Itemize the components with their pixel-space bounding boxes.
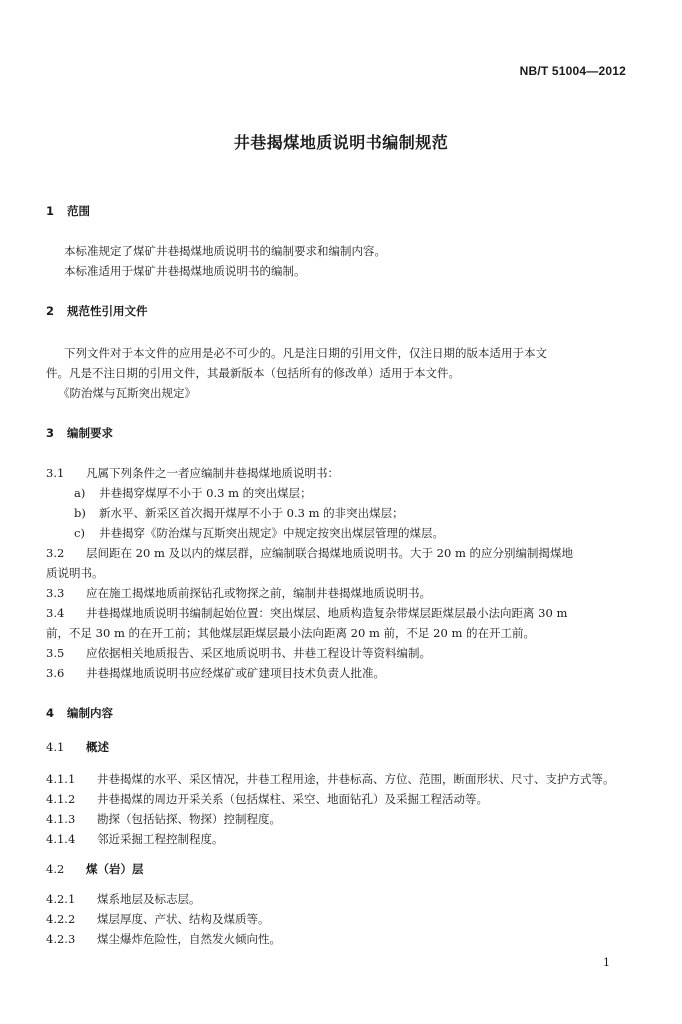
section-4-heading: [46, 706, 113, 721]
clause-number: 4.2.1: [46, 892, 76, 906]
clause-3-3: [46, 586, 431, 601]
clause-text: 勘探（包括钻探、物探）控制程度。: [97, 812, 281, 826]
clause-number: 4.1.4: [46, 832, 76, 846]
clause-4-1-1: [46, 772, 615, 787]
clause-3-6: [46, 666, 385, 681]
list-item-text: 井巷揭穿煤厚不小于 0.3 m 的突出煤层；: [99, 486, 312, 500]
clause-text: 邻近采掘工程控制程度。: [97, 832, 224, 846]
section-number: 3: [46, 426, 55, 440]
page-number: 1: [603, 956, 610, 969]
paragraph-line: 下列文件对于本文件的应用是必不可少的。凡是注日期的引用文件，仅注日期的版本适用于本文: [64, 346, 547, 360]
clause-number: 4.1.1: [46, 772, 76, 786]
section-title: 编制内容: [67, 706, 113, 720]
clause-number: 4.2.3: [46, 932, 76, 946]
paragraph: 本标准适用于煤矿井巷揭煤地质说明书的编制。: [64, 264, 306, 278]
list-item-label: a): [74, 486, 86, 500]
subsection-number: 4.2: [46, 862, 65, 876]
clause-text: 井巷揭煤地质说明书编制起始位置：突出煤层、地质构造复杂带煤层距煤层最小法向距离 30 m: [86, 606, 568, 620]
clause-text: 凡属下列条件之一者应编制井巷揭煤地质说明书：: [86, 466, 339, 480]
clause-number: 3.1: [46, 466, 65, 480]
clause-number: 4.2.2: [46, 912, 76, 926]
subsection-title: 煤（岩）层: [86, 862, 144, 876]
list-item: [74, 486, 312, 501]
clause-3-4: [46, 606, 567, 621]
list-item-text: 新水平、新采区首次揭开煤厚不小于 0.3 m 的非突出煤层；: [99, 506, 404, 520]
standard-code: NB/T 51004—2012: [519, 64, 626, 78]
clause-3-2: [46, 546, 573, 561]
section-title: 规范性引用文件: [67, 304, 148, 318]
clause-number: 4.1.2: [46, 792, 76, 806]
clause-4-2-3: [46, 932, 281, 947]
paragraph-line: 件。凡是不注日期的引用文件，其最新版本（包括所有的修改单）适用于本文件。: [46, 366, 460, 380]
clause-3-1: [46, 466, 339, 481]
clause-4-1-2: [46, 792, 488, 807]
subsection-title: 概述: [86, 740, 109, 754]
list-item-label: c): [74, 526, 85, 540]
clause-text: 煤尘爆炸危险性，自然发火倾向性。: [97, 932, 281, 946]
clause-number: 3.2: [46, 546, 65, 560]
clause-number: 4.1.3: [46, 812, 76, 826]
list-item: [74, 506, 404, 521]
list-item: [74, 526, 444, 541]
clause-number: 3.3: [46, 586, 65, 600]
section-3-heading: [46, 426, 113, 441]
section-number: 4: [46, 706, 55, 720]
clause-text: 井巷揭煤的周边开采关系（包括煤柱、采空、地面钻孔）及采掘工程活动等。: [97, 792, 488, 806]
clause-text: 层间距在 20 m 及以内的煤层群，应编制联合揭煤地质说明书。大于 20 m 的应分别编制揭煤地: [86, 546, 574, 560]
clause-text: 应依据相关地质报告、采区地质说明书、井巷工程设计等资料编制。: [86, 646, 431, 660]
subsection-number: 4.1: [46, 740, 65, 754]
section-1-heading: [46, 204, 90, 219]
section-2-heading: [46, 304, 148, 319]
section-number: 1: [46, 204, 55, 218]
section-title: 范围: [67, 204, 90, 218]
clause-text: 井巷揭煤地质说明书应经煤矿或矿建项目技术负责人批准。: [86, 666, 385, 680]
clause-text: 煤系地层及标志层。: [97, 892, 201, 906]
clause-4-1-3: [46, 812, 281, 827]
subsection-4-1-heading: [46, 740, 109, 755]
clause-4-2-1: [46, 892, 201, 907]
clause-4-1-4: [46, 832, 224, 847]
clause-text-continued: 质说明书。: [46, 566, 104, 580]
paragraph: 本标准规定了煤矿井巷揭煤地质说明书的编制要求和编制内容。: [64, 244, 386, 258]
clause-3-5: [46, 646, 431, 661]
list-item-text: 井巷揭穿《防治煤与瓦斯突出规定》中规定按突出煤层管理的煤层。: [99, 526, 444, 540]
clause-text: 煤层厚度、产状、结构及煤质等。: [97, 912, 270, 926]
document-title: 井巷揭煤地质说明书编制规范: [233, 133, 449, 152]
normative-reference: 《防治煤与瓦斯突出规定》: [58, 386, 196, 400]
section-title: 编制要求: [67, 426, 113, 440]
section-number: 2: [46, 304, 55, 318]
clause-text: 应在施工揭煤地质前探钻孔或物探之前，编制井巷揭煤地质说明书。: [86, 586, 431, 600]
clause-number: 3.4: [46, 606, 65, 620]
clause-text: 井巷揭煤的水平、采区情况，井巷工程用途，井巷标高、方位、范围，断面形状、尺寸、支护方式等。: [97, 772, 615, 786]
clause-number: 3.6: [46, 666, 65, 680]
clause-text-continued: 前，不足 30 m 的在开工前；其他煤层距煤层最小法向距离 20 m 前，不足 20 m 的在开工前。: [46, 626, 536, 640]
subsection-4-2-heading: [46, 862, 144, 877]
clause-4-2-2: [46, 912, 270, 927]
clause-number: 3.5: [46, 646, 65, 660]
list-item-label: b): [74, 506, 86, 520]
